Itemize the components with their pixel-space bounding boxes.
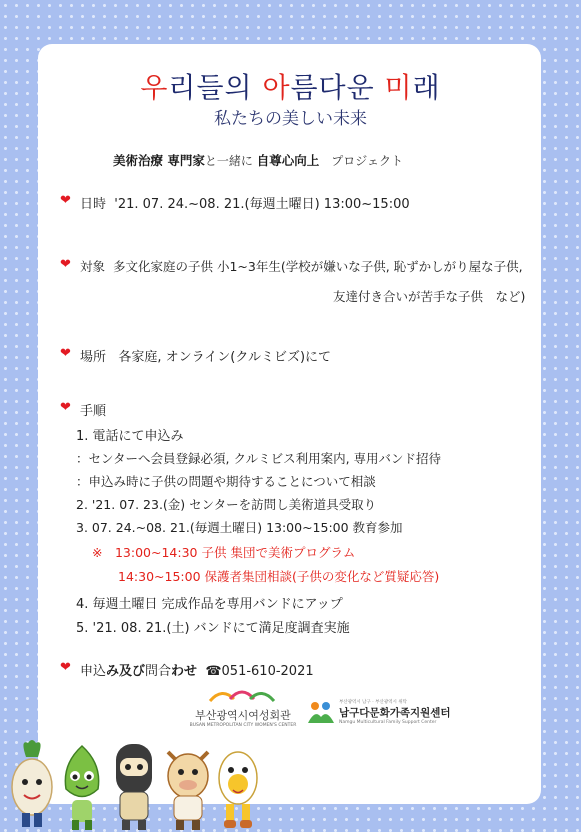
leaf-mascot-icon [58,744,106,832]
heart-icon: ❤ [60,346,71,361]
title-japanese: 私たちの美しい未来 [214,109,367,129]
logo-arcs-icon [208,685,278,703]
procedure-note-red: ※ 13:00~14:30 子供 集団で美術プログラム [92,545,356,560]
procedure-step: ：申込み時に子供の問題や期待することについて相談 [76,474,376,489]
dark-mascot-icon [108,740,160,832]
family-logo-icon [306,699,336,725]
logo-right-top: 부산광역시 남구 · 부산광역시 위탁 [339,700,408,705]
procedure-note-red: 14:30~15:00 保護者集団相談(子供の変化など質疑応答) [118,569,440,584]
procedure-step: 4. 毎週土曜日 完成作品を専用バンドにアップ [76,597,343,612]
schedule-row: 日時 '21. 07. 24.~08. 21.(毎週土曜日) 13:00~15:00 [80,197,410,212]
logo-right-main: 남구다문화가족지원센터 [339,707,451,719]
heart-icon: ❤ [60,257,71,272]
contact-row: 申込み及び問合わせ ☎051-610-2021 [80,664,314,679]
logo-right-sub: Namgu Multicultural Family Support Center [339,720,437,725]
heart-icon: ❤ [60,660,71,675]
heart-icon: ❤ [60,193,71,208]
procedure-step: 2. '21. 07. 23.(金) センターを訪問し美術道具受取り [76,497,377,512]
procedure-step: 1. 電話にて申込み [76,429,184,444]
cow-mascot-icon [162,742,214,832]
target-row-2: 友達付き合いが苦手な子供 など) [333,289,526,304]
project-line: 美術治療 専門家と一緒に 自尊心向上 プロジェクト [113,153,403,168]
procedure-label: 手順 [80,404,107,419]
target-row: 対象 多文化家庭の子供 小1~3年生(学校が嫌いな子供, 恥ずかしがり屋な子供, [80,259,523,274]
radish-mascot-icon [6,737,58,832]
procedure-step: 5. '21. 08. 21.(土) バンドにて満足度調査実施 [76,621,350,636]
egg-mascot-icon [214,742,262,832]
procedure-step: 3. 07. 24.~08. 21.(毎週土曜日) 13:00~15:00 教育参加 [76,520,403,535]
logo-left-main: 부산광역시여성회관 [195,709,291,722]
family-center-logo [306,699,451,725]
title-korean: 우리들의 아름다운 미래 [140,71,441,104]
heart-icon: ❤ [60,400,71,415]
place-row: 場所 各家庭, オンライン(クルミビズ)にて [80,350,332,365]
womens-center-logo [186,685,300,728]
logo-left-sub: BUSAN METROPOLITAN CITY WOMEN'S CENTER [189,723,297,728]
procedure-step: ：センターへ会員登録必須, クルミビス利用案内, 専用バンド招待 [76,451,442,466]
